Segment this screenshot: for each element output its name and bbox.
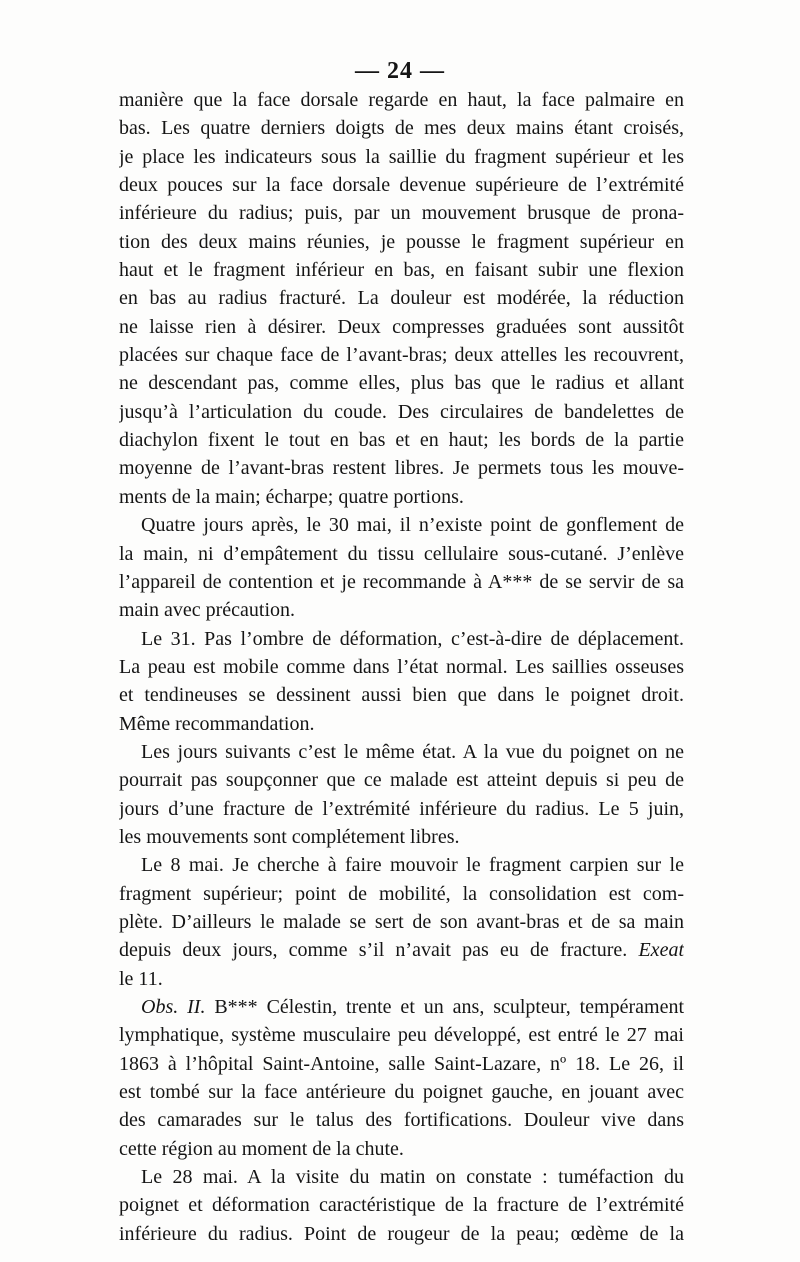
text-line: Les jours suivants c’est le même état. A la vue du poignet on ne	[141, 740, 684, 763]
text-line: ne descendant pas, comme elles, plus bas que le radius et allant	[119, 372, 684, 395]
text-line: depuis deux jours, comme s’il n’avait pas eu de fracture. Exeat	[119, 939, 684, 962]
text-line: Même recommandation.	[119, 712, 315, 735]
text-line: jours d’une fracture de l’extrémité inférieure du radius. Le 5 juin,	[119, 797, 684, 820]
text-line: placées sur chaque face de l’avant-bras; deux attelles les recouvrent,	[119, 344, 684, 367]
text-line: des camarades sur le talus des fortifications. Douleur vive dans	[119, 1109, 684, 1132]
text-line: Le 28 mai. A la visite du matin on constate : tuméfaction du	[141, 1166, 684, 1189]
text-line: le 11.	[119, 967, 163, 990]
italic-word: Exeat	[638, 939, 684, 962]
body-text	[119, 86, 684, 1248]
text-line: et tendineuses se dessinent aussi bien que dans le poignet droit.	[119, 684, 684, 707]
text-line: inférieure du radius; puis, par un mouvement brusque de prona-	[119, 202, 684, 225]
text-line: inférieure du radius. Point de rougeur de la peau; œdème de la	[119, 1222, 684, 1245]
text-line: fragment supérieur; point de mobilité, la consolidation est com-	[119, 882, 684, 905]
text-line: bas. Les quatre derniers doigts de mes deux mains étant croisés,	[119, 117, 684, 140]
text-line: La peau est mobile comme dans l’état normal. Les saillies osseuses	[119, 655, 684, 678]
text-line: diachylon fixent le tout en bas et en haut; les bords de la partie	[119, 429, 684, 452]
text-line: ne laisse rien à désirer. Deux compresses graduées sont aussitôt	[119, 315, 684, 338]
text-line: lymphatique, système musculaire peu développé, est entré le 27 mai	[119, 1024, 684, 1047]
text-line: la main, ni d’empâtement du tissu cellulaire sous-cutané. J’enlève	[119, 542, 684, 565]
text-line: poignet et déformation caractéristique de la fracture de l’extrémité	[119, 1194, 684, 1217]
text-line: Le 31. Pas l’ombre de déformation, c’est-à-dire de déplacement.	[141, 627, 684, 650]
text-line: les mouvements sont complétement libres.	[119, 825, 460, 848]
text-line: manière que la face dorsale regarde en haut, la face palmaire en	[119, 89, 684, 111]
page-number: — 24 —	[355, 58, 445, 84]
text-line: jusqu’à l’articulation du coude. Des circulaires de bandelettes de	[119, 400, 684, 423]
text-line: haut et le fragment inférieur en bas, en faisant subir une flexion	[119, 259, 684, 282]
text-line: Quatre jours après, le 30 mai, il n’existe point de gonflement de	[141, 514, 684, 537]
text-line: 1863 à l’hôpital Saint-Antoine, salle Saint-Lazare, nº 18. Le 26, il	[119, 1052, 684, 1075]
text-line: est tombé sur la face antérieure du poignet gauche, en jouant avec	[119, 1081, 684, 1104]
observation-label: Obs. II.	[141, 996, 206, 1018]
text-line: en bas au radius fracturé. La douleur est modérée, la réduction	[119, 287, 684, 310]
text-line: moyenne de l’avant-bras restent libres. Je permets tous les mouve-	[119, 457, 684, 480]
text-line: Obs. II. B*** Célestin, trente et un ans, sculpteur, tempérament	[141, 996, 684, 1018]
text-line: ments de la main; écharpe; quatre portions.	[119, 485, 464, 508]
text-line: plète. D’ailleurs le malade se sert de son avant-bras et de sa main	[119, 910, 684, 933]
text-line: main avec précaution.	[119, 599, 296, 622]
text-line: tion des deux mains réunies, je pousse le fragment supérieur en	[119, 230, 684, 253]
text-line: Le 8 mai. Je cherche à faire mouvoir le fragment carpien sur le	[141, 854, 684, 877]
text-line: pourrait pas soupçonner que ce malade est atteint depuis si peu de	[119, 769, 684, 792]
text-line: deux pouces sur la face dorsale devenue supérieure de l’extrémité	[119, 174, 684, 197]
text-line: cette région au moment de la chute.	[119, 1137, 404, 1160]
text-line: je place les indicateurs sous la saillie du fragment supérieur et les	[119, 145, 684, 168]
text-line: l’appareil de contention et je recommande à A*** de se servir de sa	[119, 570, 684, 593]
